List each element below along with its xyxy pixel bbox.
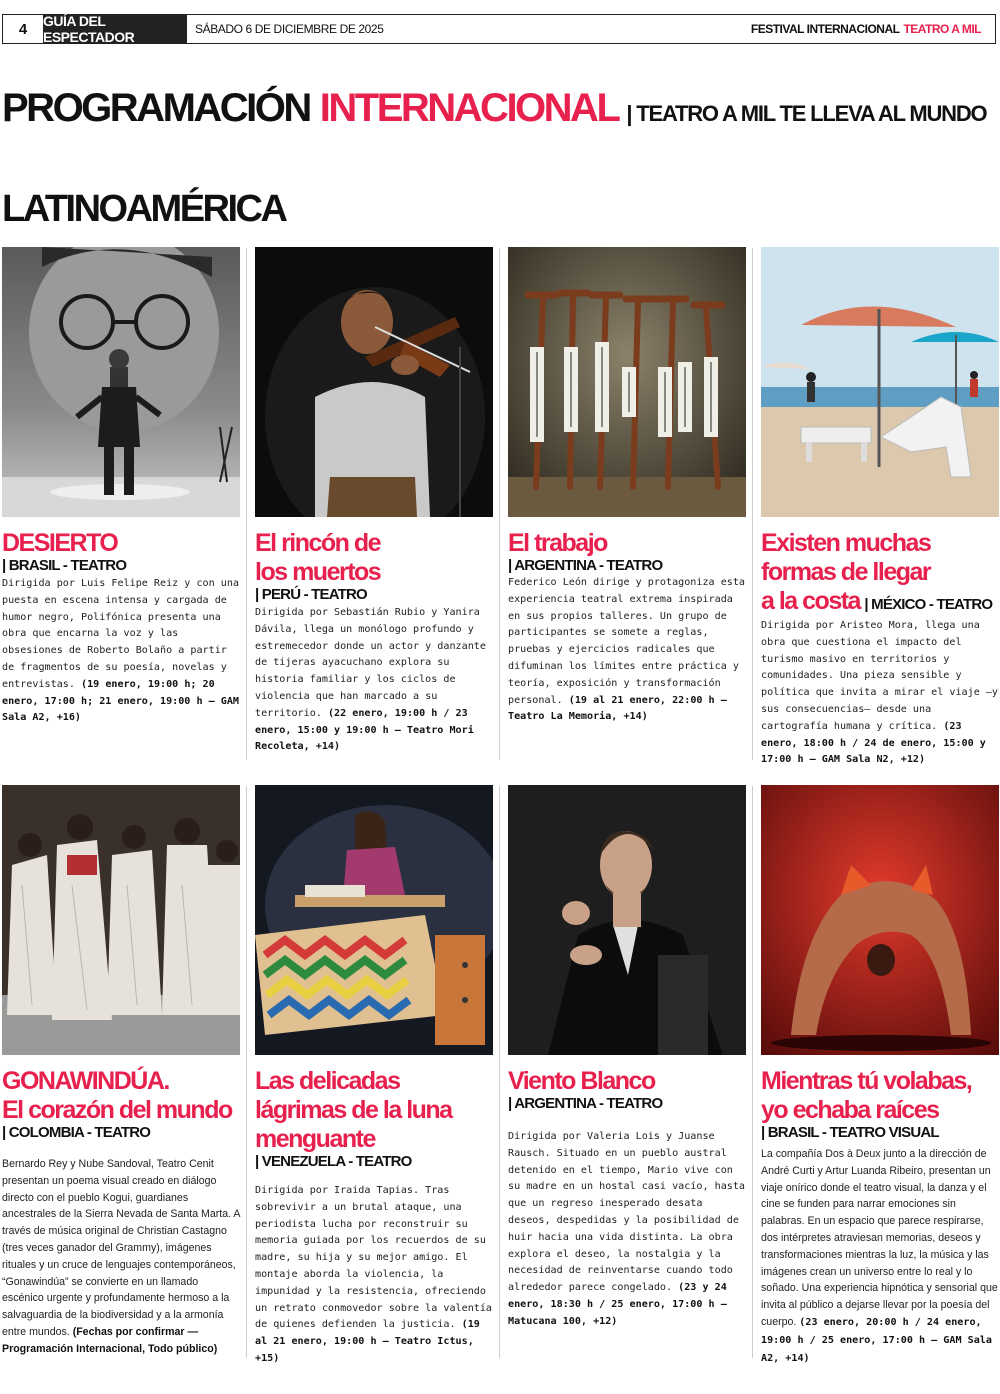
show-title-line-1: Las delicadas: [255, 1067, 400, 1095]
show-schedule: (22 enero, 19:00 h / 23 enero, 15:00 y 19:00 h — Teatro Mori Recoleta, +14): [255, 707, 474, 753]
show-schedule: (19 enero, 19:00 h; 20 enero, 17:00 h; 21 enero, 19:00 h — GAM Sala A2, +16): [2, 678, 240, 724]
show-heading: [2, 529, 240, 574]
description-text: Dirigida por Iraida Tapias. Tras sobrevivir a un brutal ataque, una periodista lucha por reconstruir su memoria guiada por los recuerdos de su madre, su hija y su mejor amigo. El montaje aborda la violencia, la impunidad y la resistencia, ofreciendo un retrato conmovedor sobre la valentía de quienes defienden la justicia.: [255, 1185, 493, 1331]
show-card-mientras-tu-volabas: [761, 785, 999, 1367]
show-description: [761, 1146, 999, 1367]
show-card-gonawindua: [2, 785, 240, 1358]
photo-bed-image: [255, 785, 493, 1055]
show-country-genre: | BRASIL - TEATRO VISUAL: [761, 1125, 999, 1140]
description-text: Dirigida por Valeria Lois y Juanse Rausch. Situado en un pueblo austral detenido en el tiempo, Mario vive con su madre en un hostal casi vacío, hasta que un regreso inesperado desata deseos, despedidas y la posibilidad de huir hacia una vida distinta. La obra explora el deseo, la nostalgia y la necesidad de reinventarse cuando todo alrededor parece congelado.: [508, 1131, 746, 1294]
issue-date: SÁBADO 6 DE DICIEMBRE DE 2025: [195, 22, 384, 36]
show-title-line-2: formas de llegar: [761, 558, 931, 586]
show-title-line-3: menguante: [255, 1125, 375, 1153]
show-description: [255, 605, 493, 756]
show-title-line-2: yo echaba raíces: [761, 1096, 939, 1124]
show-schedule: (19 al 21 enero, 19:00 h — Teatro Ictus, +15): [255, 1319, 480, 1364]
title-part-2: INTERNACIONAL: [319, 86, 619, 130]
festival-name: [751, 15, 981, 43]
description-text: Federico León dirige y protagoniza esta experiencia teatral extrema inspirada en sus propios talleres. Un grupo de participantes se somete a reglas, pruebas y ejercicios radicales que difuminan los límites entre práctica y teoría, exposición y transformación personal.: [508, 577, 746, 706]
show-heading: [508, 529, 746, 573]
show-country-genre: | MÉXICO - TEATRO: [864, 596, 992, 613]
show-description: [2, 1156, 240, 1358]
show-country-genre: | VENEZUELA - TEATRO: [255, 1154, 493, 1169]
festival-accent: TEATRO A MIL: [903, 22, 981, 36]
show-title-line-2: lágrimas de la luna: [255, 1096, 452, 1124]
show-description: [508, 1129, 746, 1331]
show-country-genre: | BRASIL - TEATRO: [2, 557, 126, 574]
photo-desierto-image: [2, 247, 240, 517]
show-country-genre: | ARGENTINA - TEATRO: [508, 558, 746, 573]
page-title: [2, 86, 986, 136]
show-heading: [761, 1067, 999, 1140]
show-country-genre: | ARGENTINA - TEATRO: [508, 1096, 746, 1111]
show-title: El trabajo: [508, 529, 607, 557]
column-divider: [752, 786, 753, 1358]
photo-dancer-image: [761, 785, 999, 1055]
show-schedule: (23 enero, 18:00 h / 24 de enero, 15:00 y 17:00 h — GAM Sala N2, +12): [761, 720, 986, 766]
show-heading: [761, 529, 999, 616]
show-card-existen-muchas: [761, 247, 999, 769]
show-photo: [2, 247, 240, 517]
show-card-viento-blanco: [508, 785, 746, 1331]
show-title: DESIERTO: [2, 529, 118, 557]
description-text: Dirigida por Sebastián Rubio y Yanira Dávila, llega un monólogo profundo y estremecedor donde un actor y danzante de tijeras ayacuchano explora su historia familiar y los ciclos de violencia que han marcado a su territorio.: [255, 607, 486, 719]
page-number: 4: [18, 20, 28, 38]
show-title-line-3: a la costa: [761, 587, 860, 615]
section-label: GUÍA DEL ESPECTADOR: [43, 15, 187, 43]
photo-beach-image: [761, 247, 999, 517]
show-country-genre: | PERÚ - TEATRO: [255, 586, 367, 603]
show-schedule: (23 y 24 enero, 18:30 h / 25 enero, 17:00 h — Matucana 100, +12): [508, 1282, 727, 1327]
show-title-line-1: El rincón de: [255, 529, 381, 557]
description-text: Dirigida por Luis Felipe Reiz y con una puesta en escena intensa y cargada de humor negro, Polifónica presenta una obra que encarna la voz y las obsesiones de Roberto Bolaño a partir de fragmentos de su poesía, novelas y entrevistas.: [2, 578, 240, 690]
show-description: [761, 618, 999, 769]
show-schedule: (Fechas por confirmar — Programación Internacional, Todo público): [2, 1325, 218, 1355]
page-header-bar: [2, 14, 996, 44]
show-card-desierto: [2, 247, 240, 727]
show-title-line-2: los muertos: [255, 558, 381, 586]
title-part-3: | TEATRO A MIL TE LLEVA AL MUNDO: [626, 101, 987, 126]
show-description: [508, 575, 746, 726]
photo-actor-image: [508, 785, 746, 1055]
section-heading: LATINOAMÉRICA: [2, 188, 286, 230]
show-photo: [255, 785, 493, 1055]
show-title-line-1: GONAWINDÚA.: [2, 1067, 169, 1095]
show-heading: [255, 1067, 493, 1169]
photo-canes-image: [508, 247, 746, 517]
show-country-genre: | COLOMBIA - TEATRO: [2, 1125, 240, 1140]
column-divider: [499, 248, 500, 760]
description-text: La compañía Dos à Deux junto a la dirección de André Curti y Artur Luanda Ribeiro, presentan un viaje onírico donde el teatro visual, la danza y el cine se funden para narrar emociones sin palabras. En un espacio que parece respirarse, dos intérpretes atraviesan memorias, deseos y transformaciones mientras la luz, la música y las imágenes crean un universo entre lo real y lo soñado. Una experiencia hipnótica y sensorial que invita al público a dejarse llevar por la poesía del cuerpo.: [761, 1148, 998, 1328]
show-schedule: (23 enero, 20:00 h / 24 enero, 19:00 h / 25 enero, 17:00 h — GAM Sala A2, +14): [761, 1316, 992, 1364]
column-divider: [499, 786, 500, 1358]
show-photo: [761, 785, 999, 1055]
show-photo: [761, 247, 999, 517]
show-photo: [255, 247, 493, 517]
show-photo: [2, 785, 240, 1055]
show-title-line-1: Existen muchas: [761, 529, 931, 557]
festival-label: FESTIVAL INTERNACIONAL: [750, 22, 900, 36]
photo-violinist-image: [255, 247, 493, 517]
show-photo: [508, 247, 746, 517]
show-description: [255, 1183, 493, 1368]
show-card-las-delicadas: [255, 785, 493, 1368]
show-schedule: (19 al 21 enero, 22:00 h — Teatro La Memoria, +14): [508, 694, 727, 723]
show-heading: [2, 1067, 240, 1140]
show-card-el-trabajo: [508, 247, 746, 726]
column-divider: [246, 786, 247, 1358]
description-text: Dirigida por Aristeo Mora, llega una obra que cuestiona el impacto del turismo masivo en territorios y comunidades. Una pieza sensible y política que invita a mirar el viaje —y sus consecuencias— desde una cartografía humana y crítica.: [761, 620, 999, 732]
show-description: [2, 576, 240, 727]
show-title-line-2: El corazón del mundo: [2, 1096, 232, 1124]
show-photo: [508, 785, 746, 1055]
show-title-line-1: Mientras tú volabas,: [761, 1067, 972, 1095]
show-heading: [255, 529, 493, 603]
column-divider: [246, 248, 247, 760]
show-title: Viento Blanco: [508, 1067, 655, 1095]
column-divider: [752, 248, 753, 760]
description-text: Bernardo Rey y Nube Sandoval, Teatro Cenit presentan un poema visual creado en diálogo directo con el pueblo Kogui, guardianes ancestrales de la Sierra Nevada de Santa Marta. A través de música original de Christian Castagno (tres veces ganador del Grammy), imágenes rituales y un cruce de lenguajes contemporáneos, “Gonawindúa” se convierte en un llamado escénico urgente y profundamente hermoso a la salvaguardia de la biodiversidad y a la armonía entre mundos.: [2, 1158, 240, 1338]
photo-ritual-image: [2, 785, 240, 1055]
show-heading: [508, 1067, 746, 1111]
show-card-el-rincon: [255, 247, 493, 756]
title-part-1: PROGRAMACIÓN: [2, 86, 310, 130]
